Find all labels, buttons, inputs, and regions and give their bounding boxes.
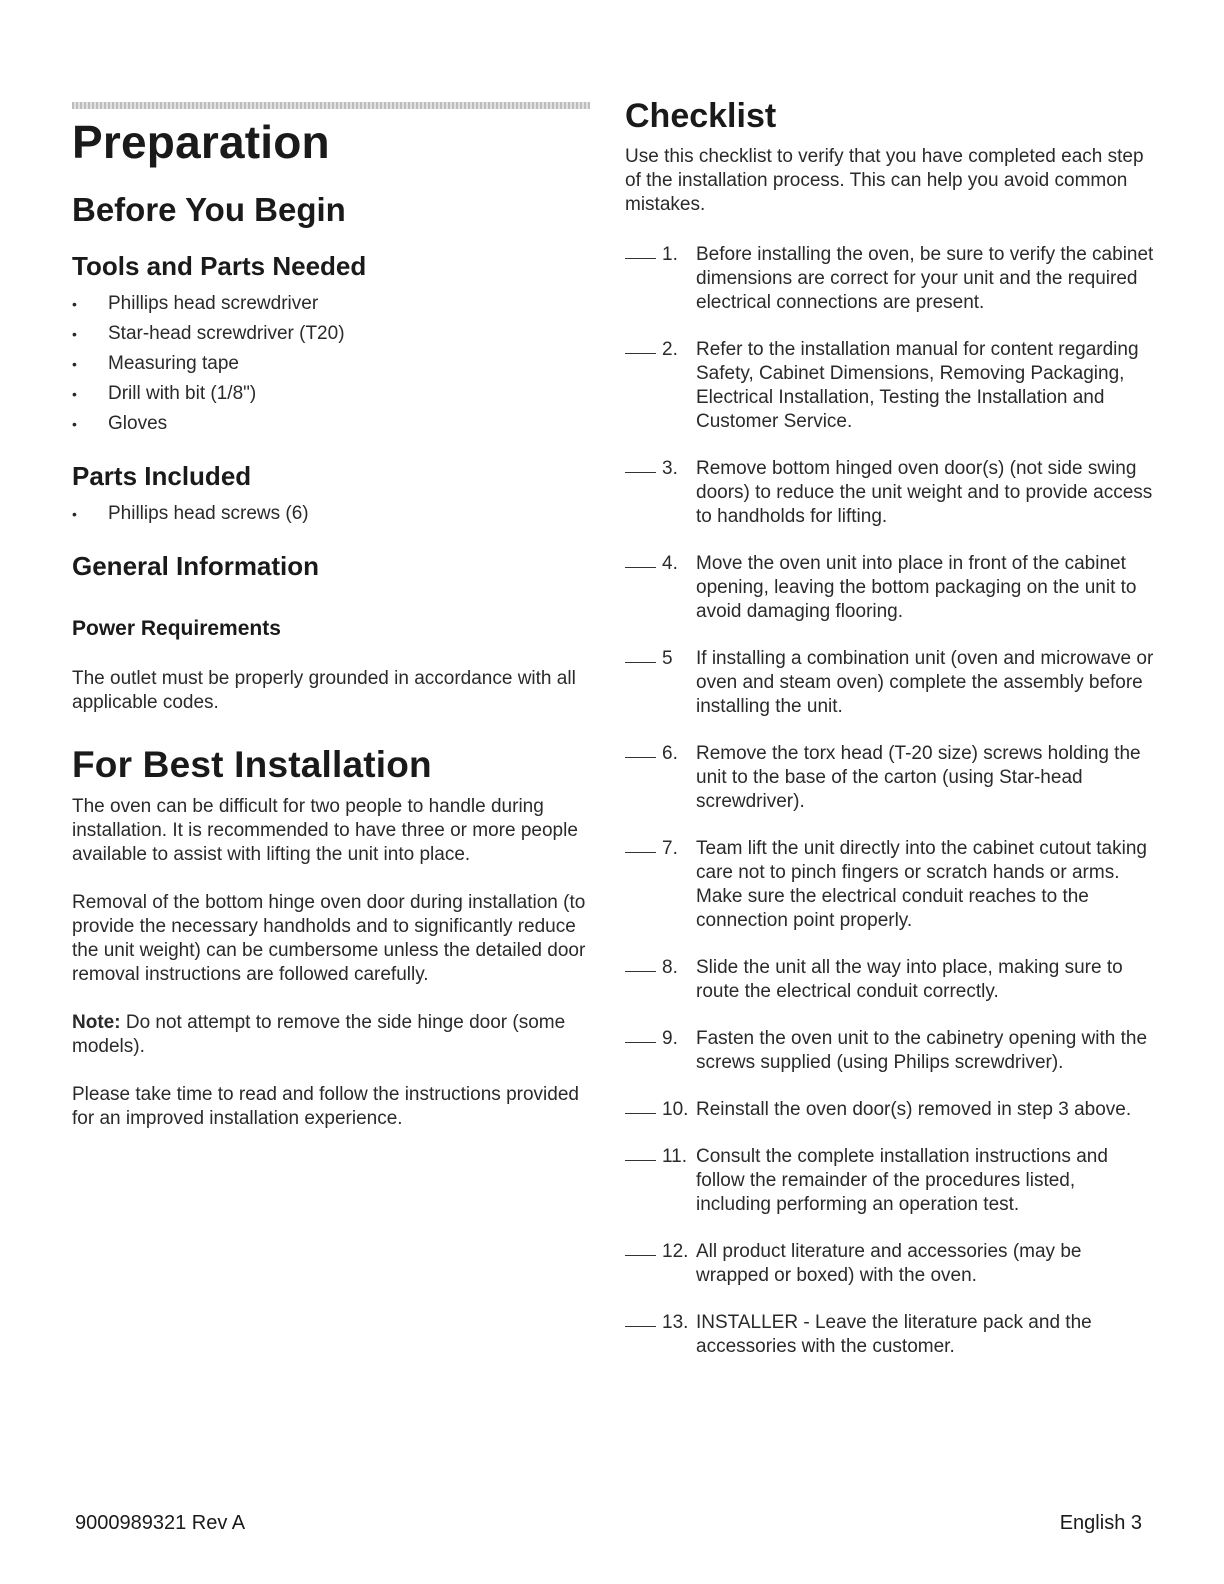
header-rule [72, 102, 590, 109]
list-item: • Measuring tape [72, 352, 239, 374]
checklist-blank-line [625, 1255, 656, 1256]
checklist-item [625, 742, 1155, 814]
checklist-item-number: 6. [662, 743, 678, 765]
checklist-item [625, 243, 1155, 315]
checklist-item [625, 457, 1155, 529]
checklist-item [625, 1027, 1155, 1075]
best-installation-paragraph-2: Removal of the bottom hinge oven door during installation (to provide the necessary handholds and to significantly reduce the unit weight) can be cumbersome unless the detailed door removal instructions are followed carefully. [72, 892, 586, 986]
list-item: • Phillips head screwdriver [72, 292, 319, 314]
checklist-item-text: All product literature and accessories (may be wrapped or boxed) with the oven. [696, 1241, 1082, 1287]
checklist-item-number: 9. [662, 1028, 678, 1050]
best-installation-paragraph-3: Please take time to read and follow the instructions provided for an improved installation experience. [72, 1084, 579, 1130]
checklist-item [625, 338, 1155, 434]
checklist-heading: Checklist [625, 97, 777, 135]
bullet-icon: • [72, 325, 77, 342]
tools-heading: Tools and Parts Needed [72, 250, 367, 281]
checklist-blank-line [625, 567, 656, 568]
checklist-item-text: Move the oven unit into place in front of the cabinet opening, leaving the bottom packaging on the unit to avoid damaging flooring. [696, 553, 1137, 623]
page-title: Preparation [72, 116, 330, 168]
checklist-item-text: Remove the torx head (T-20 size) screws holding the unit to the base of the carton (using Star-head screwdriver). [696, 743, 1141, 813]
best-installation-heading: For Best Installation [72, 743, 432, 785]
bullet-icon: • [72, 295, 77, 312]
checklist-blank-line [625, 472, 656, 473]
checklist-item-number: 7. [662, 838, 678, 860]
checklist-blank-line [625, 1113, 656, 1114]
bullet-icon: • [72, 355, 77, 372]
checklist-blank-line [625, 1042, 656, 1043]
checklist-item-text: INSTALLER - Leave the literature pack and the accessories with the customer. [696, 1312, 1092, 1358]
checklist-blank-line [625, 662, 656, 663]
checklist-blank-line [625, 1326, 656, 1327]
checklist-item-number: 1. [662, 244, 678, 266]
checklist-item [625, 1098, 1155, 1122]
checklist-blank-line [625, 1160, 656, 1161]
checklist-item-text: Consult the complete installation instructions and follow the remainder of the procedures listed, including performing an operation test. [696, 1146, 1108, 1216]
tools-list [72, 292, 590, 436]
checklist-item-text: Remove bottom hinged oven door(s) (not side swing doors) to reduce the unit weight and to provide access to handholds for lifting. [696, 458, 1153, 528]
checklist-item-number: 3. [662, 458, 678, 480]
checklist-item-text: Reinstall the oven door(s) removed in step 3 above. [696, 1099, 1132, 1121]
checklist-item-number: 10. [662, 1099, 689, 1121]
parts-list [72, 502, 590, 526]
checklist-item-text: Slide the unit all the way into place, making sure to route the electrical conduit correctly. [696, 957, 1123, 1003]
checklist-item [625, 1145, 1155, 1217]
bullet-icon: • [72, 505, 77, 522]
checklist-item [625, 837, 1155, 933]
list-item: • Drill with bit (1/8") [72, 382, 257, 404]
checklist-intro: Use this checklist to verify that you have completed each step of the installation process. This can help you avoid common mistakes. [625, 146, 1144, 216]
checklist-blank-line [625, 852, 656, 853]
checklist-item-text: Team lift the unit directly into the cabinet cutout taking care not to pinch fingers or scratch hands or arms. Make sure the electrical conduit reaches to the connection point properly. [696, 838, 1147, 932]
checklist-blank-line [625, 258, 656, 259]
parts-heading: Parts Included [72, 460, 252, 491]
checklist-item-number: 12. [662, 1241, 689, 1263]
list-item: • Gloves [72, 412, 168, 434]
checklist-item-number: 13. [662, 1312, 689, 1334]
checklist-item [625, 1311, 1155, 1359]
general-information-heading: General Information [72, 550, 320, 581]
note-text: Do not attempt to remove the side hinge door (some models). [72, 1012, 566, 1058]
best-installation-paragraph-1: The oven can be difficult for two people to handle during installation. It is recommended to have three or more people available to assist with lifting the unit into place. [72, 796, 578, 866]
checklist-item [625, 552, 1155, 624]
checklist-item [625, 647, 1155, 719]
checklist-item [625, 1240, 1155, 1288]
checklist-item-number: 11. [662, 1146, 688, 1168]
checklist-item-number: 4. [662, 553, 678, 575]
checklist-item-text: Refer to the installation manual for content regarding Safety, Cabinet Dimensions, Removing Packaging, Electrical Installation, Testing the Installation and Customer Service. [696, 339, 1139, 433]
checklist-item-number: 8. [662, 957, 678, 979]
list-item: • Phillips head screws (6) [72, 502, 309, 524]
note-paragraph [72, 1011, 590, 1059]
checklist-item-text: Fasten the oven unit to the cabinetry opening with the screws supplied (using Philips screwdriver). [696, 1028, 1148, 1074]
checklist-item-number: 2. [662, 339, 678, 361]
bullet-icon: • [72, 385, 77, 402]
checklist-item [625, 956, 1155, 1004]
left-column [72, 102, 590, 1155]
checklist-blank-line [625, 353, 656, 354]
checklist [625, 243, 1155, 1359]
before-you-begin-heading: Before You Begin [72, 190, 346, 228]
checklist-item-number: 5 [662, 648, 673, 670]
note-label: Note: [72, 1012, 121, 1034]
checklist-item-text: Before installing the oven, be sure to verify the cabinet dimensions are correct for your unit and the required electrical connections are present. [696, 244, 1154, 314]
right-column [625, 98, 1155, 1382]
checklist-item-text: If installing a combination unit (oven and microwave or oven and steam oven) complete the assembly before installing the unit. [696, 648, 1154, 718]
page-number: English 3 [1059, 1512, 1142, 1534]
list-item: • Star-head screwdriver (T20) [72, 322, 345, 344]
checklist-blank-line [625, 757, 656, 758]
bullet-icon: • [72, 415, 77, 432]
checklist-blank-line [625, 971, 656, 972]
power-requirements-text: The outlet must be properly grounded in accordance with all applicable codes. [72, 667, 576, 713]
document-number: 9000989321 Rev A [75, 1512, 246, 1534]
power-requirements-heading: Power Requirements [72, 616, 281, 640]
